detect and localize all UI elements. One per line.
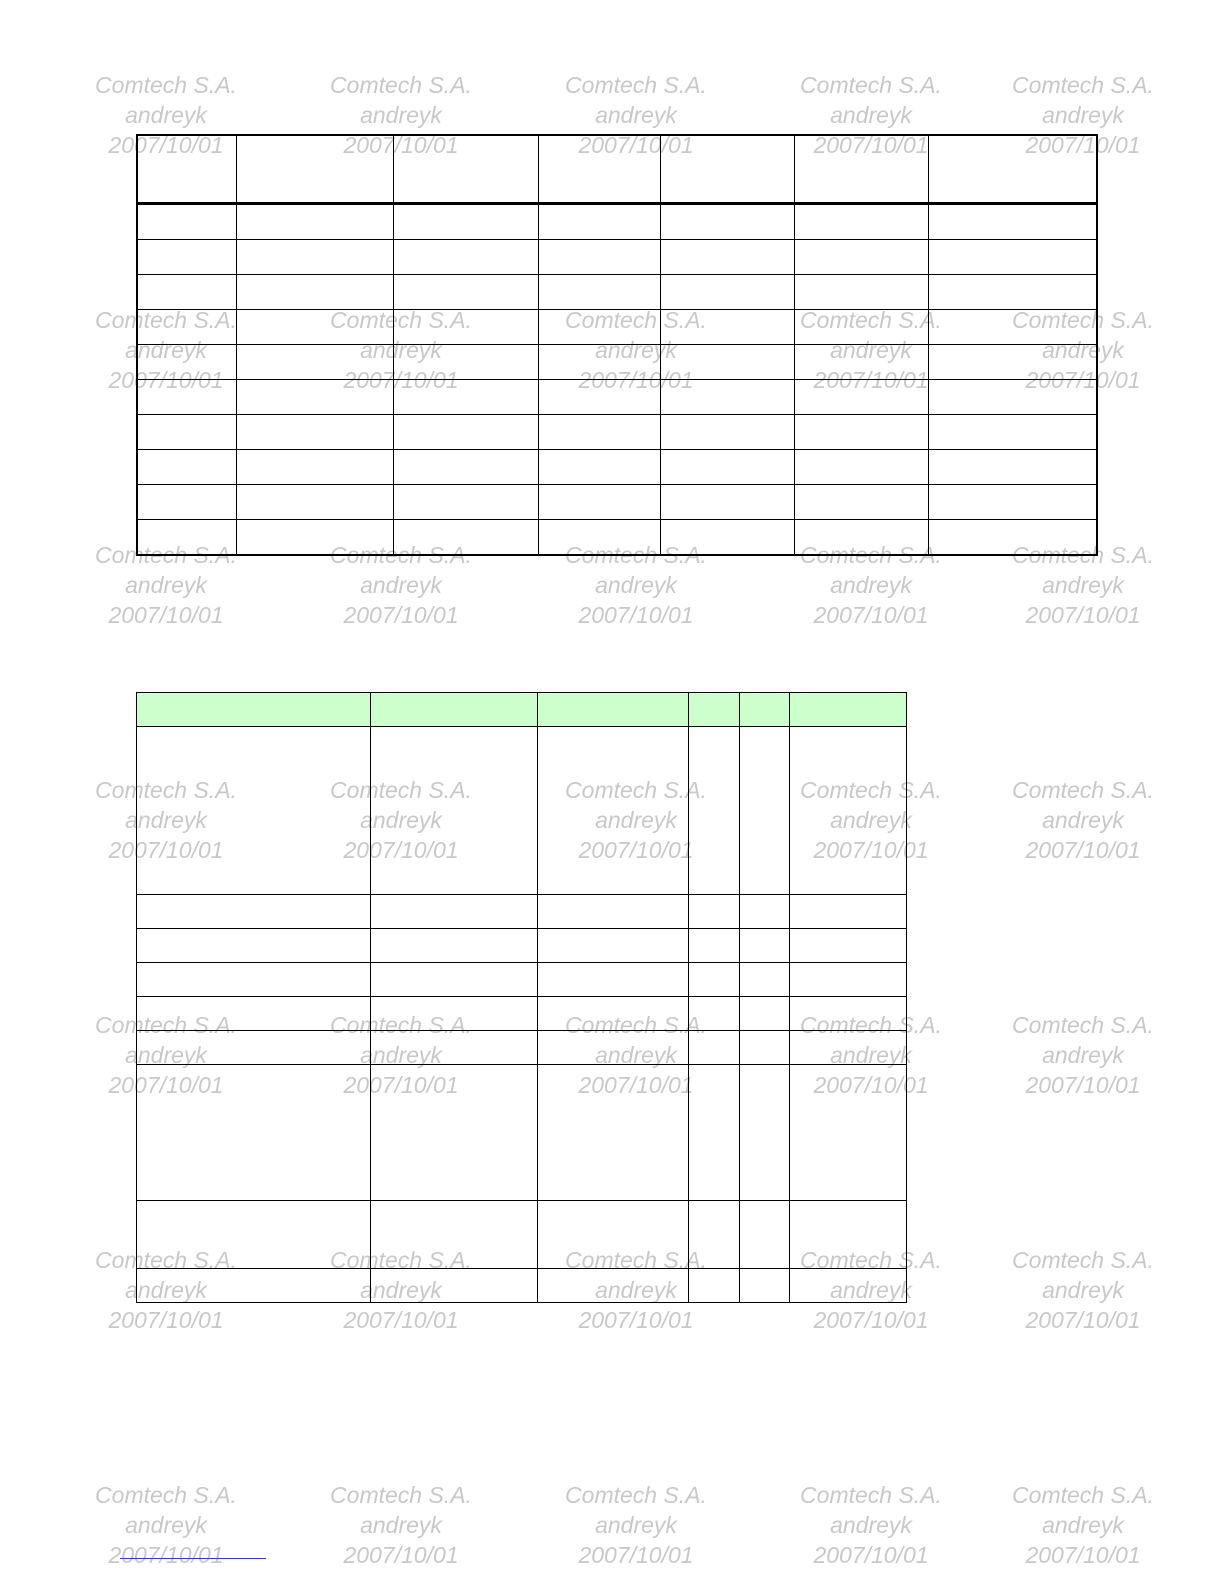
- table-cell: [137, 997, 371, 1031]
- table-cell: [740, 1065, 790, 1201]
- table-cell: [740, 929, 790, 963]
- table-header-cell: [795, 135, 929, 204]
- table-header-cell: [370, 693, 538, 727]
- table-row: [137, 727, 907, 895]
- table-cell: [137, 520, 237, 556]
- table-cell: [689, 727, 740, 895]
- table-row: [137, 1065, 907, 1201]
- watermark-stamp: Comtech S.A. andreyk 2007/10/01: [330, 777, 472, 863]
- table-cell: [137, 240, 237, 275]
- watermark-stamp: Comtech S.A. andreyk 2007/10/01: [95, 1247, 237, 1333]
- table-cell: [689, 1031, 740, 1065]
- data-table-bottom: [136, 692, 907, 1303]
- table-header-cell: [393, 135, 538, 204]
- watermark-stamp: Comtech S.A. andreyk 2007/10/01: [1012, 777, 1154, 863]
- table-cell: [661, 310, 795, 345]
- table-cell: [538, 520, 661, 556]
- table-cell: [661, 450, 795, 485]
- table-cell: [661, 240, 795, 275]
- table-header-row: [137, 693, 907, 727]
- table-cell: [928, 240, 1097, 275]
- table-cell: [661, 485, 795, 520]
- table-cell: [370, 997, 538, 1031]
- table-cell: [237, 415, 394, 450]
- table-cell: [393, 415, 538, 450]
- table-cell: [689, 895, 740, 929]
- table-cell: [393, 450, 538, 485]
- watermark-stamp: Comtech S.A. andreyk 2007/10/01: [95, 1012, 237, 1098]
- watermark-stamp: Comtech S.A. andreyk 2007/10/01: [1012, 307, 1154, 393]
- table-cell: [795, 240, 929, 275]
- table-cell: [689, 963, 740, 997]
- table-cell: [795, 520, 929, 556]
- table-row: [137, 380, 1097, 415]
- table-cell: [393, 380, 538, 415]
- table-cell: [237, 310, 394, 345]
- watermark-stamp: Comtech S.A. andreyk 2007/10/01: [330, 307, 472, 393]
- table-cell: [689, 929, 740, 963]
- table-cell: [237, 345, 394, 380]
- watermark-stamp: Comtech S.A. andreyk 2007/10/01: [1012, 1012, 1154, 1098]
- table-cell: [928, 450, 1097, 485]
- table-cell: [538, 204, 661, 240]
- table-cell: [740, 727, 790, 895]
- table-header-cell: [661, 135, 795, 204]
- table-cell: [393, 485, 538, 520]
- table-cell: [237, 380, 394, 415]
- table-cell: [661, 204, 795, 240]
- table-cell: [538, 415, 661, 450]
- table-cell: [538, 345, 661, 380]
- table-row: [137, 485, 1097, 520]
- table-cell: [370, 727, 538, 895]
- table-cell: [689, 1065, 740, 1201]
- table-cell: [370, 1031, 538, 1065]
- watermark-stamp: Comtech S.A. andreyk 2007/10/01: [95, 542, 237, 628]
- table-cell: [538, 485, 661, 520]
- watermark-stamp: Comtech S.A. andreyk 2007/10/01: [95, 777, 237, 863]
- table-header-cell: [137, 135, 237, 204]
- table-cell: [137, 415, 237, 450]
- table-cell: [137, 1201, 371, 1269]
- table-cell: [661, 345, 795, 380]
- table-cell: [740, 1269, 790, 1303]
- watermark-stamp: Comtech S.A. andreyk 2007/10/01: [565, 1012, 707, 1098]
- table-row: [137, 240, 1097, 275]
- table-cell: [137, 275, 237, 310]
- table-header-cell: [740, 693, 790, 727]
- table-cell: [137, 1269, 371, 1303]
- watermark-stamp: Comtech S.A. andreyk 2007/10/01: [565, 72, 707, 158]
- watermark-stamp: Comtech S.A. andreyk 2007/10/01: [565, 542, 707, 628]
- table-cell: [790, 1031, 907, 1065]
- table-cell: [790, 1269, 907, 1303]
- table-cell: [237, 240, 394, 275]
- table-cell: [689, 1269, 740, 1303]
- table-cell: [795, 485, 929, 520]
- table-cell: [538, 1031, 689, 1065]
- table-header-cell: [538, 135, 661, 204]
- table-cell: [790, 963, 907, 997]
- table-cell: [928, 380, 1097, 415]
- watermark-stamp: Comtech S.A. andreyk 2007/10/01: [330, 542, 472, 628]
- table-cell: [689, 997, 740, 1031]
- table-cell: [661, 415, 795, 450]
- table-cell: [928, 204, 1097, 240]
- table-cell: [137, 485, 237, 520]
- table-cell: [790, 727, 907, 895]
- table-cell: [790, 929, 907, 963]
- table-cell: [137, 727, 371, 895]
- table-cell: [928, 275, 1097, 310]
- table-cell: [661, 275, 795, 310]
- table-cell: [137, 345, 237, 380]
- watermark-stamp: Comtech S.A. andreyk 2007/10/01: [800, 777, 942, 863]
- table-cell: [237, 450, 394, 485]
- table-cell: [370, 929, 538, 963]
- table-cell: [928, 485, 1097, 520]
- table-cell: [538, 1065, 689, 1201]
- watermark-stamp: Comtech S.A. andreyk 2007/10/01: [800, 72, 942, 158]
- table-cell: [661, 520, 795, 556]
- table-cell: [928, 310, 1097, 345]
- table-header-cell: [137, 693, 371, 727]
- footnote-separator: [120, 1558, 266, 1559]
- table-cell: [370, 895, 538, 929]
- table-row: [137, 450, 1097, 485]
- table-cell: [237, 485, 394, 520]
- watermark-stamp: Comtech S.A. andreyk 2007/10/01: [330, 72, 472, 158]
- table-cell: [795, 310, 929, 345]
- watermark-stamp: Comtech S.A. andreyk 2007/10/01: [800, 1012, 942, 1098]
- watermark-stamp: Comtech S.A. andreyk 2007/10/01: [800, 1247, 942, 1333]
- watermark-stamp: Comtech S.A. andreyk 2007/10/01: [95, 1482, 237, 1568]
- table-cell: [538, 929, 689, 963]
- table-row: [137, 963, 907, 997]
- table-cell: [790, 1065, 907, 1201]
- table-cell: [137, 929, 371, 963]
- table-cell: [795, 345, 929, 380]
- table-cell: [137, 963, 371, 997]
- watermark-stamp: Comtech S.A. andreyk 2007/10/01: [565, 777, 707, 863]
- watermark-stamp: Comtech S.A. andreyk 2007/10/01: [330, 1012, 472, 1098]
- table-cell: [538, 240, 661, 275]
- watermark-stamp: Comtech S.A. andreyk 2007/10/01: [1012, 542, 1154, 628]
- table-cell: [795, 204, 929, 240]
- table-cell: [790, 997, 907, 1031]
- table-cell: [740, 1031, 790, 1065]
- table-cell: [795, 275, 929, 310]
- table-cell: [370, 1269, 538, 1303]
- table-cell: [795, 380, 929, 415]
- table-cell: [740, 1201, 790, 1269]
- table-cell: [137, 1031, 371, 1065]
- table-cell: [790, 895, 907, 929]
- table-cell: [538, 895, 689, 929]
- table-cell: [538, 310, 661, 345]
- table-cell: [137, 1065, 371, 1201]
- watermark-stamp: Comtech S.A. andreyk 2007/10/01: [800, 1482, 942, 1568]
- table-cell: [661, 380, 795, 415]
- table-row: [137, 310, 1097, 345]
- table-row: [137, 1269, 907, 1303]
- table-cell: [237, 275, 394, 310]
- table-row: [137, 1201, 907, 1269]
- table-cell: [538, 963, 689, 997]
- table-header-cell: [237, 135, 394, 204]
- table-cell: [370, 1065, 538, 1201]
- table-cell: [237, 520, 394, 556]
- table-cell: [538, 1201, 689, 1269]
- table-cell: [393, 310, 538, 345]
- table-row: [137, 415, 1097, 450]
- table-cell: [928, 345, 1097, 380]
- watermark-stamp: Comtech S.A. andreyk 2007/10/01: [565, 1482, 707, 1568]
- watermark-stamp: Comtech S.A. andreyk 2007/10/01: [1012, 72, 1154, 158]
- table-cell: [538, 1269, 689, 1303]
- table-cell: [538, 275, 661, 310]
- watermark-stamp: Comtech S.A. andreyk 2007/10/01: [330, 1482, 472, 1568]
- table-row: [137, 929, 907, 963]
- table-cell: [928, 520, 1097, 556]
- table-row: [137, 1031, 907, 1065]
- table-header-cell: [790, 693, 907, 727]
- table-cell: [740, 895, 790, 929]
- watermark-stamp: Comtech S.A. andreyk 2007/10/01: [565, 307, 707, 393]
- table-cell: [137, 310, 237, 345]
- table-cell: [137, 450, 237, 485]
- table-cell: [370, 963, 538, 997]
- table-row: [137, 204, 1097, 240]
- table-row: [137, 895, 907, 929]
- table-cell: [538, 997, 689, 1031]
- table-cell: [137, 380, 237, 415]
- table-header-cell: [538, 693, 689, 727]
- table-cell: [137, 204, 237, 240]
- table-cell: [393, 345, 538, 380]
- table-cell: [393, 275, 538, 310]
- watermark-stamp: Comtech S.A. andreyk 2007/10/01: [1012, 1482, 1154, 1568]
- table-cell: [795, 450, 929, 485]
- table-cell: [538, 380, 661, 415]
- table-cell: [689, 1201, 740, 1269]
- table-cell: [538, 450, 661, 485]
- table-header-cell: [928, 135, 1097, 204]
- watermark-stamp: Comtech S.A. andreyk 2007/10/01: [95, 72, 237, 158]
- table-row: [137, 275, 1097, 310]
- table-cell: [393, 520, 538, 556]
- table-row: [137, 345, 1097, 380]
- watermark-stamp: Comtech S.A. andreyk 2007/10/01: [565, 1247, 707, 1333]
- table-cell: [393, 240, 538, 275]
- watermark-stamp: Comtech S.A. andreyk 2007/10/01: [330, 1247, 472, 1333]
- table-row: [137, 520, 1097, 556]
- table-cell: [393, 204, 538, 240]
- watermark-stamp: Comtech S.A. andreyk 2007/10/01: [95, 307, 237, 393]
- watermark-stamp: Comtech S.A. andreyk 2007/10/01: [1012, 1247, 1154, 1333]
- watermark-stamp: Comtech S.A. andreyk 2007/10/01: [800, 542, 942, 628]
- data-table-top: [136, 134, 1098, 556]
- table-row: [137, 997, 907, 1031]
- table-cell: [538, 727, 689, 895]
- table-cell: [370, 1201, 538, 1269]
- table-cell: [790, 1201, 907, 1269]
- watermark-stamp: Comtech S.A. andreyk 2007/10/01: [800, 307, 942, 393]
- table-cell: [928, 415, 1097, 450]
- table-cell: [237, 204, 394, 240]
- table-cell: [795, 415, 929, 450]
- table-cell: [740, 997, 790, 1031]
- table-cell: [137, 895, 371, 929]
- table-header-cell: [689, 693, 740, 727]
- table-header-row: [137, 135, 1097, 204]
- table-cell: [740, 963, 790, 997]
